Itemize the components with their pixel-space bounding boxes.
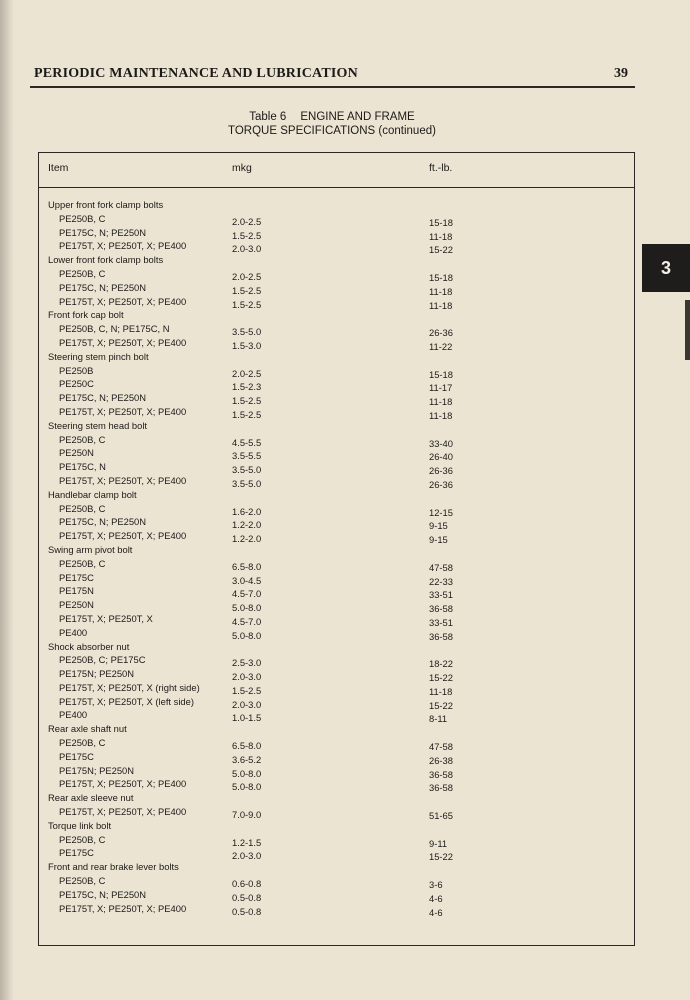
table-group-row bbox=[38, 819, 635, 833]
ftlb-cell: 33-51 bbox=[429, 616, 453, 628]
ftlb-cell: 9-15 bbox=[429, 534, 448, 546]
mkg-cell: 7.0-9.0 bbox=[232, 809, 262, 821]
table-row bbox=[38, 846, 635, 863]
table-group-row bbox=[38, 198, 635, 212]
table-row bbox=[38, 626, 635, 640]
item-cell: PE400 bbox=[59, 709, 88, 721]
item-cell: PE175N; PE250N bbox=[59, 764, 135, 776]
table-caption-label: Table 6 bbox=[249, 111, 287, 123]
mkg-cell: 3.0-4.5 bbox=[232, 574, 262, 586]
ftlb-cell: 36-58 bbox=[429, 782, 453, 794]
group-label: Steering stem pinch bolt bbox=[48, 350, 149, 362]
table-group-row bbox=[38, 350, 635, 364]
ftlb-cell: 26-36 bbox=[429, 478, 453, 490]
mkg-cell: 5.0-8.0 bbox=[232, 781, 262, 793]
item-cell: PE250N bbox=[59, 599, 94, 611]
item-cell: PE175T, X; PE250T, X; PE400 bbox=[59, 778, 187, 790]
item-cell: PE250B, C, N; PE175C, N bbox=[59, 323, 170, 335]
item-cell: PE250B, C bbox=[59, 433, 106, 445]
mkg-cell: 5.0-8.0 bbox=[232, 767, 262, 779]
group-label: Torque link bolt bbox=[48, 819, 112, 831]
item-cell: PE175T, X; PE250T, X; PE400 bbox=[59, 530, 187, 542]
table-row bbox=[38, 226, 635, 240]
table-group-row bbox=[38, 308, 635, 322]
group-label: Lower front fork clamp bolts bbox=[48, 254, 164, 266]
ftlb-cell: 15-22 bbox=[429, 851, 453, 863]
item-cell: PE250C bbox=[59, 378, 94, 390]
table-row bbox=[38, 653, 635, 670]
group-label: Front fork cap bolt bbox=[48, 309, 124, 321]
table-row bbox=[38, 557, 635, 571]
mkg-cell: 3.5-5.0 bbox=[232, 464, 262, 476]
ftlb-cell: 26-36 bbox=[429, 327, 453, 339]
table-group-row bbox=[38, 860, 635, 874]
chapter-tab-marker: 3 bbox=[642, 244, 690, 292]
mkg-cell: 1.5-2.5 bbox=[232, 298, 262, 310]
item-cell: PE175T, X; PE250T, X (left side) bbox=[59, 695, 194, 707]
page-edge-strip bbox=[685, 300, 690, 360]
table-row bbox=[38, 874, 635, 891]
table-row bbox=[38, 833, 635, 847]
column-header-item: Item bbox=[48, 162, 69, 174]
table-row bbox=[38, 584, 635, 601]
table-body bbox=[38, 198, 635, 918]
group-label: Steering stem head bolt bbox=[48, 419, 148, 431]
item-cell: PE175C, N; PE250N bbox=[59, 888, 147, 900]
mkg-cell: 1.5-2.3 bbox=[232, 381, 262, 393]
table-header-rule bbox=[38, 187, 635, 188]
mkg-cell: 1.5-2.5 bbox=[232, 408, 262, 420]
table-row bbox=[38, 474, 635, 488]
ftlb-cell: 11-18 bbox=[429, 285, 453, 297]
table-row bbox=[38, 515, 635, 532]
ftlb-cell: 26-38 bbox=[429, 754, 453, 766]
item-cell: PE175C, N; PE250N bbox=[59, 226, 147, 238]
mkg-cell: 2.0-3.0 bbox=[232, 698, 262, 710]
mkg-cell: 4.5-7.0 bbox=[232, 588, 262, 600]
mkg-cell: 1.5-3.0 bbox=[232, 339, 262, 351]
mkg-cell: 3.5-5.0 bbox=[232, 477, 262, 489]
table-row bbox=[38, 777, 635, 794]
ftlb-cell: 15-22 bbox=[429, 244, 453, 256]
item-cell: PE175T, X; PE250T, X (right side) bbox=[59, 681, 200, 693]
table-group-row bbox=[38, 791, 635, 805]
column-header-mkg: mkg bbox=[232, 162, 252, 174]
mkg-cell: 2.0-3.0 bbox=[232, 243, 262, 255]
table-row bbox=[38, 529, 635, 546]
item-cell: PE175T, X; PE250T, X; PE400 bbox=[59, 405, 187, 417]
ftlb-cell: 4-6 bbox=[429, 892, 443, 904]
item-cell: PE250B, C; PE175C bbox=[59, 654, 146, 666]
table-caption-title: ENGINE AND FRAME bbox=[300, 111, 415, 123]
group-label: Front and rear brake lever bolts bbox=[48, 861, 179, 873]
mkg-cell: 1.0-1.5 bbox=[232, 712, 262, 724]
mkg-cell: 2.0-2.5 bbox=[232, 367, 262, 379]
ftlb-cell: 8-11 bbox=[429, 713, 448, 725]
group-label: Shock absorber nut bbox=[48, 640, 130, 652]
table-group-row bbox=[38, 419, 635, 433]
mkg-cell: 1.5-2.5 bbox=[232, 229, 262, 241]
ftlb-cell: 11-18 bbox=[429, 409, 453, 421]
item-cell: PE175C, N; PE250N bbox=[59, 516, 147, 528]
mkg-cell: 4.5-7.0 bbox=[232, 615, 262, 627]
mkg-cell: 2.5-3.0 bbox=[232, 657, 262, 669]
ftlb-cell: 47-58 bbox=[429, 741, 453, 753]
table-group-row bbox=[38, 488, 635, 502]
table-row bbox=[38, 239, 635, 256]
ftlb-cell: 4-6 bbox=[429, 906, 443, 918]
item-cell: PE175C bbox=[59, 847, 94, 859]
item-cell: PE175C, N; PE250N bbox=[59, 281, 147, 293]
ftlb-cell: 26-36 bbox=[429, 465, 453, 477]
item-cell: PE175N bbox=[59, 585, 94, 597]
item-cell: PE175T, X; PE250T, X; PE400 bbox=[59, 806, 187, 818]
table-row bbox=[38, 377, 635, 394]
running-header-title: PERIODIC MAINTENANCE AND LUBRICATION bbox=[34, 66, 358, 81]
mkg-cell: 0.5-0.8 bbox=[232, 891, 262, 903]
mkg-cell: 2.0-2.5 bbox=[232, 215, 262, 227]
group-label: Upper front fork clamp bolts bbox=[48, 199, 164, 210]
group-label: Handlebar clamp bolt bbox=[48, 488, 137, 500]
item-cell: PE175N; PE250N bbox=[59, 668, 135, 680]
mkg-cell: 1.2-2.0 bbox=[232, 519, 262, 531]
item-cell: PE250B, C bbox=[59, 502, 106, 514]
mkg-cell: 3.5-5.5 bbox=[232, 450, 262, 462]
table-row bbox=[38, 695, 635, 709]
table-row bbox=[38, 736, 635, 753]
mkg-cell: 1.5-2.5 bbox=[232, 284, 262, 296]
ftlb-cell: 33-51 bbox=[429, 589, 453, 601]
header-rule bbox=[30, 86, 635, 88]
ftlb-cell: 9-15 bbox=[429, 520, 448, 532]
item-cell: PE175C, N; PE250N bbox=[59, 392, 147, 404]
table-row bbox=[38, 805, 635, 822]
ftlb-cell: 22-33 bbox=[429, 575, 453, 587]
table-group-row bbox=[38, 253, 635, 267]
table-row bbox=[38, 267, 635, 281]
ftlb-cell: 9-11 bbox=[429, 837, 448, 849]
ftlb-cell: 11-18 bbox=[429, 230, 453, 242]
ftlb-cell: 33-40 bbox=[429, 437, 453, 449]
ftlb-cell: 15-18 bbox=[429, 271, 453, 283]
ftlb-cell: 11-17 bbox=[429, 382, 453, 394]
item-cell: PE400 bbox=[59, 626, 88, 638]
ftlb-cell: 26-40 bbox=[429, 451, 453, 463]
mkg-cell: 6.5-8.0 bbox=[232, 740, 262, 752]
ftlb-cell: 15-22 bbox=[429, 672, 453, 684]
table-row bbox=[38, 295, 635, 309]
item-cell: PE250B, C bbox=[59, 833, 106, 845]
ftlb-cell: 51-65 bbox=[429, 810, 453, 822]
ftlb-cell: 36-58 bbox=[429, 603, 453, 615]
page-number: 39 bbox=[614, 66, 628, 81]
table-row bbox=[38, 667, 635, 684]
table-row bbox=[38, 750, 635, 764]
mkg-cell: 1.5-2.5 bbox=[232, 684, 262, 696]
mkg-cell: 4.5-5.5 bbox=[232, 436, 262, 448]
table-row bbox=[38, 212, 635, 226]
table-row bbox=[38, 764, 635, 778]
page-binding-shadow bbox=[0, 0, 14, 1000]
item-cell: PE250B, C bbox=[59, 875, 106, 887]
group-label: Rear axle shaft nut bbox=[48, 723, 127, 735]
table-group-row bbox=[38, 543, 635, 557]
ftlb-cell: 3-6 bbox=[429, 879, 443, 891]
mkg-cell: 2.0-3.0 bbox=[232, 671, 262, 683]
mkg-cell: 3.6-5.2 bbox=[232, 753, 262, 765]
item-cell: PE175C bbox=[59, 571, 94, 583]
mkg-cell: 1.6-2.0 bbox=[232, 505, 262, 517]
item-cell: PE175T, X; PE250T, X; PE400 bbox=[59, 240, 187, 252]
mkg-cell: 1.5-2.5 bbox=[232, 395, 262, 407]
mkg-cell: 1.2-2.0 bbox=[232, 533, 262, 545]
group-label: Swing arm pivot bolt bbox=[48, 543, 133, 555]
table-group-row bbox=[38, 640, 635, 654]
table-row bbox=[38, 322, 635, 339]
mkg-cell: 2.0-3.0 bbox=[232, 850, 262, 862]
table-row bbox=[38, 708, 635, 725]
ftlb-cell: 11-18 bbox=[429, 396, 453, 408]
item-cell: PE250N bbox=[59, 447, 94, 459]
item-cell: PE175T, X; PE250T, X; PE400 bbox=[59, 336, 187, 348]
ftlb-cell: 12-15 bbox=[429, 506, 453, 518]
column-header-ftlb: ft.-lb. bbox=[429, 162, 453, 174]
ftlb-cell: 11-18 bbox=[429, 685, 453, 697]
mkg-cell: 6.5-8.0 bbox=[232, 560, 262, 572]
ftlb-cell: 11-22 bbox=[429, 340, 453, 352]
item-cell: PE175C, N bbox=[59, 461, 106, 473]
item-cell: PE175T, X; PE250T, X; PE400 bbox=[59, 295, 187, 307]
item-cell: PE250B, C bbox=[59, 267, 106, 279]
table-row bbox=[38, 405, 635, 419]
table-row bbox=[38, 598, 635, 615]
mkg-cell: 5.0-8.0 bbox=[232, 602, 262, 614]
ftlb-cell: 18-22 bbox=[429, 658, 453, 670]
ftlb-cell: 11-18 bbox=[429, 299, 453, 311]
table-row bbox=[38, 391, 635, 408]
table-row bbox=[38, 902, 635, 916]
table-row bbox=[38, 502, 635, 516]
ftlb-cell: 15-22 bbox=[429, 699, 453, 711]
table-row bbox=[38, 681, 635, 695]
table-row bbox=[38, 336, 635, 350]
item-cell: PE250B, C bbox=[59, 737, 106, 749]
item-cell: PE175T, X; PE250T, X bbox=[59, 612, 153, 624]
table-row bbox=[38, 571, 635, 585]
ftlb-cell: 15-18 bbox=[429, 368, 453, 380]
table-row bbox=[38, 281, 635, 295]
ftlb-cell: 15-18 bbox=[429, 216, 453, 228]
mkg-cell: 3.5-5.0 bbox=[232, 326, 262, 338]
mkg-cell: 2.0-2.5 bbox=[232, 270, 262, 282]
table-row bbox=[38, 460, 635, 477]
item-cell: PE250B bbox=[59, 364, 94, 376]
item-cell: PE175T, X; PE250T, X; PE400 bbox=[59, 902, 187, 914]
table-row bbox=[38, 446, 635, 463]
mkg-cell: 5.0-8.0 bbox=[232, 629, 262, 641]
item-cell: PE175C bbox=[59, 750, 94, 762]
item-cell: PE250B, C bbox=[59, 557, 106, 569]
ftlb-cell: 36-58 bbox=[429, 768, 453, 780]
ftlb-cell: 47-58 bbox=[429, 561, 453, 573]
mkg-cell: 0.5-0.8 bbox=[232, 905, 262, 917]
table-caption-subtitle: TORQUE SPECIFICATIONS (continued) bbox=[228, 125, 436, 137]
table-row bbox=[38, 364, 635, 378]
table-row bbox=[38, 433, 635, 447]
table-caption bbox=[0, 110, 664, 138]
mkg-cell: 0.6-0.8 bbox=[232, 878, 262, 890]
table-row bbox=[38, 612, 635, 626]
group-label: Rear axle sleeve nut bbox=[48, 792, 134, 804]
table-row bbox=[38, 888, 635, 902]
item-cell: PE175T, X; PE250T, X; PE400 bbox=[59, 474, 187, 486]
mkg-cell: 1.2-1.5 bbox=[232, 836, 262, 848]
item-cell: PE250B, C bbox=[59, 212, 106, 224]
table-group-row bbox=[38, 722, 635, 736]
ftlb-cell: 36-58 bbox=[429, 630, 453, 642]
